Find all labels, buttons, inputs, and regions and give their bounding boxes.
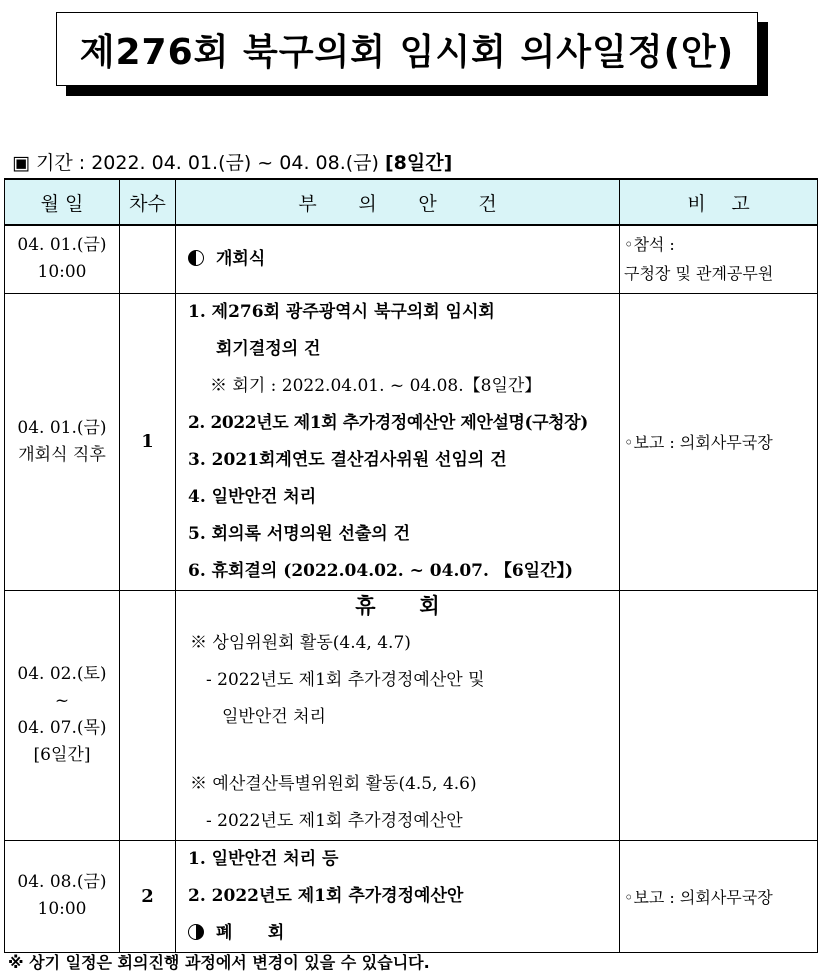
agenda-cell [176,225,620,293]
date-cell: 04. 01.(금) 개회식 직후 [5,293,120,590]
recess-label: 휴 회 [355,592,440,618]
header-agenda: 부 의 안 건 [176,179,620,225]
opening-ceremony: 개회식 [216,248,266,269]
note-cell [620,590,818,840]
table-row [5,840,818,952]
half-circle-icon [188,250,204,266]
session-cell: 2 [120,840,176,952]
table-row [5,225,818,293]
header-session: 차수 [120,179,176,225]
closing-label: 폐 회 [216,922,285,943]
period-text: 기간 : 2022. 04. 01.(금) ~ 04. 08.(금) [36,152,379,174]
date-cell: 04. 08.(금) 10:00 [5,840,120,952]
note-cell: ◦보고 : 의회사무국장 [620,840,818,952]
schedule-table [4,178,818,953]
half-circle-icon [188,924,204,940]
date-cell: 04. 02.(토) ~ 04. 07.(목) [6일간] [5,590,120,840]
header-row [5,179,818,225]
header-date: 월 일 [5,179,120,225]
note-cell: ◦보고 : 의회사무국장 [620,293,818,590]
footer-note: ※ 상기 일정은 회의진행 과정에서 변경이 있을 수 있습니다. [8,953,430,972]
note-cell: ◦참석 : 구청장 및 관계공무원 [620,225,818,293]
session-cell [120,225,176,293]
session-cell: 1 [120,293,176,590]
agenda-cell: 1. 일반안건 처리 등 2. 2022년도 제1회 추가경정예산안 폐 회 [176,840,620,952]
square-bullet-icon: ▣ [12,152,30,174]
table-row [5,590,818,840]
title-box [56,12,758,86]
page-title: 제276회 북구의회 임시회 의사일정(안) [79,31,735,73]
table-row [5,293,818,590]
session-cell [120,590,176,840]
period-line [12,148,452,175]
period-days: [8일간] [384,152,453,174]
date-cell: 04. 01.(금) 10:00 [5,225,120,293]
header-note: 비 고 [620,179,818,225]
agenda-cell: 1. 제276회 광주광역시 북구의회 임시회 회기결정의 건 ※ 회기 : 2022.04.01. ~ 04.08.【8일간】 2. 2022년도 제1회 추가경정예산안 제안설명(구청장) 3. 2021회계연도 결산검사위원 선임의 건 4. 일반안건 처리 5. 회의록 서명의원 선출의 건 6. 휴회결의 (2022.04.02. ~ 04.07. 【6일간】) [176,293,620,590]
agenda-cell: 휴 회 ※ 상임위원회 활동(4.4, 4.7) - 2022년도 제1회 추가경정예산안 및 일반안건 처리 ※ 예산결산특별위원회 활동(4.5, 4.6) - 2022년도 제1회 추가경정예산안 [176,590,620,840]
